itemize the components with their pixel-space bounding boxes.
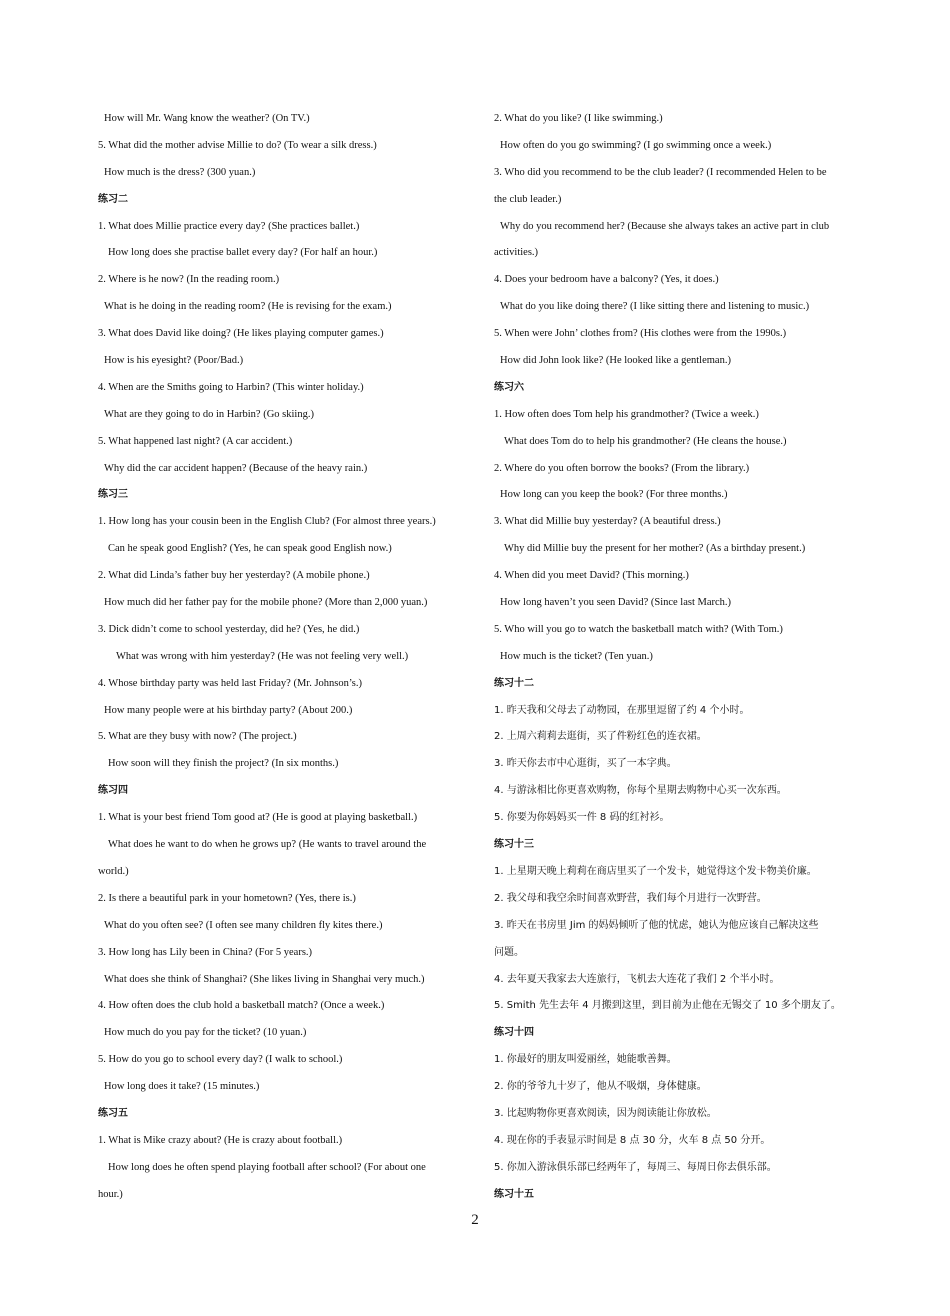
text-line: What does she think of Shanghai? (She likes living in Shanghai very much.) xyxy=(104,973,425,985)
text-line: What are they going to do in Harbin? (Go skiing.) xyxy=(104,408,314,420)
text-line: 4. 现在你的手表显示时间是 8 点 30 分，火车 8 点 50 分开。 xyxy=(494,1134,771,1146)
text-line: How long haven’t you seen David? (Since last March.) xyxy=(500,597,732,609)
text-line: 2. Where is he now? (In the reading room.) xyxy=(98,274,280,286)
text-line: 4. When did you meet David? (This morning.) xyxy=(494,570,689,582)
left-column xyxy=(98,106,460,1209)
text-line: 1. What is Mike crazy about? (He is crazy about football.) xyxy=(98,1134,343,1146)
text-line: What is he doing in the reading room? (He is revising for the exam.) xyxy=(104,301,392,313)
text-line: 3. How long has Lily been in China? (For 5 years.) xyxy=(98,946,313,958)
text-line: the club leader.) xyxy=(494,193,562,205)
text-line: 3. What did Millie buy yesterday? (A beautiful dress.) xyxy=(494,516,721,528)
text-line: 1. 昨天我和父母去了动物园，在那里逗留了约 4 个小时。 xyxy=(494,704,750,716)
text-line: How long does he often spend playing football after school? (For about one xyxy=(108,1161,426,1173)
right-column xyxy=(494,106,856,1209)
text-line: How much is the ticket? (Ten yuan.) xyxy=(500,650,653,662)
text-line: 4. How often does the club hold a basketball match? (Once a week.) xyxy=(98,1000,385,1012)
text-line: How is his eyesight? (Poor/Bad.) xyxy=(104,355,244,367)
text-line: How much is the dress? (300 yuan.) xyxy=(104,166,256,178)
text-line: How long does it take? (15 minutes.) xyxy=(104,1081,260,1093)
section-heading: 练习五 xyxy=(98,1107,128,1119)
text-line: 3. Who did you recommend to be the club leader? (I recommended Helen to be xyxy=(494,166,827,178)
text-line: 5. 你加入游泳俱乐部已经两年了，每周三、每周日你去俱乐部。 xyxy=(494,1161,777,1173)
text-line: What does he want to do when he grows up? (He wants to travel around the xyxy=(108,839,427,851)
text-line: 4. 去年夏天我家去大连旅行，飞机去大连花了我们 2 个半小时。 xyxy=(494,973,780,985)
text-line: How often do you go swimming? (I go swimming once a week.) xyxy=(500,139,772,151)
text-line: How will Mr. Wang know the weather? (On TV.) xyxy=(104,113,310,124)
text-line: 2. Where do you often borrow the books? (From the library.) xyxy=(494,462,750,474)
text-line: 4. Does your bedroom have a balcony? (Yes, it does.) xyxy=(494,274,719,286)
text-line: 3. What does David like doing? (He likes playing computer games.) xyxy=(98,328,384,340)
text-line: 4. When are the Smiths going to Harbin? (This winter holiday.) xyxy=(98,381,364,393)
text-line: 2. 你的爷爷九十岁了，他从不吸烟，身体健康。 xyxy=(494,1081,707,1093)
text-line: 3. 昨天你去市中心逛街，买了一本字典。 xyxy=(494,758,677,770)
section-heading: 练习二 xyxy=(98,193,128,205)
text-line: Why did the car accident happen? (Because of the heavy rain.) xyxy=(104,462,368,474)
section-heading: 练习十三 xyxy=(494,839,534,851)
text-line: 3. 昨天在书房里 Jim 的妈妈倾听了他的忧虑，她认为他应该自己解决这些 xyxy=(494,919,819,931)
text-line: 1. 你最好的朋友叫爱丽丝，她能歌善舞。 xyxy=(494,1054,677,1066)
text-line: 2. What do you like? (I like swimming.) xyxy=(494,113,663,124)
text-line: 问题。 xyxy=(494,946,524,958)
text-line: 1. How long has your cousin been in the English Club? (For almost three years.) xyxy=(98,516,436,528)
text-line: world.) xyxy=(98,865,129,877)
text-line: 5. What happened last night? (A car accident.) xyxy=(98,435,293,447)
text-line: What do you like doing there? (I like sitting there and listening to music.) xyxy=(500,301,810,313)
text-line: 5. Smith 先生去年 4 月搬到这里，到目前为止他在无锡交了 10 多个朋友了。 xyxy=(494,1000,841,1012)
text-line: 3. Dick didn’t come to school yesterday, did he? (Yes, he did.) xyxy=(98,623,360,635)
text-line: How long does she practise ballet every day? (For half an hour.) xyxy=(108,247,378,259)
text-line: What does Tom do to help his grandmother? (He cleans the house.) xyxy=(504,435,787,447)
text-line: 5. 你要为你妈妈买一件 8 码的红衬衫。 xyxy=(494,812,670,824)
section-heading: 练习十五 xyxy=(494,1188,534,1200)
text-line: 1. 上星期天晚上莉莉在商店里买了一个发卡，她觉得这个发卡物美价廉。 xyxy=(494,865,817,877)
text-line: 2. Is there a beautiful park in your hometown? (Yes, there is.) xyxy=(98,892,356,904)
text-line: How long can you keep the book? (For three months.) xyxy=(500,489,728,501)
section-heading: 练习六 xyxy=(494,381,524,393)
text-line: 1. How often does Tom help his grandmother? (Twice a week.) xyxy=(494,408,759,420)
text-line: What was wrong with him yesterday? (He was not feeling very well.) xyxy=(116,650,409,662)
text-line: hour.) xyxy=(98,1188,123,1200)
text-line: How soon will they finish the project? (In six months.) xyxy=(108,758,339,770)
text-line: Why did Millie buy the present for her mother? (As a birthday present.) xyxy=(504,543,806,555)
text-line: Why do you recommend her? (Because she always takes an active part in club xyxy=(500,220,830,232)
text-line: 2. What did Linda’s father buy her yesterday? (A mobile phone.) xyxy=(98,570,370,582)
text-line: What do you often see? (I often see many children fly kites there.) xyxy=(104,919,383,931)
section-heading: 练习十二 xyxy=(494,677,534,689)
text-line: 2. 上周六莉莉去逛街，买了件粉红色的连衣裙。 xyxy=(494,731,707,743)
text-line: 3. 比起购物你更喜欢阅读，因为阅读能让你放松。 xyxy=(494,1107,717,1119)
text-line: How many people were at his birthday party? (About 200.) xyxy=(104,704,353,716)
page-number: 2 xyxy=(471,1212,479,1228)
text-line: How much did her father pay for the mobile phone? (More than 2,000 yuan.) xyxy=(104,597,428,609)
text-line: Can he speak good English? (Yes, he can speak good English now.) xyxy=(108,543,392,555)
text-line: 2. 我父母和我空余时间喜欢野营，我们每个月进行一次野营。 xyxy=(494,892,767,904)
text-line: 1. What is your best friend Tom good at? (He is good at playing basketball.) xyxy=(98,812,418,824)
text-line: 5. What are they busy with now? (The project.) xyxy=(98,731,297,743)
text-line: 4. 与游泳相比你更喜欢购物，你每个星期去购物中心买一次东西。 xyxy=(494,785,787,797)
text-line: 5. How do you go to school every day? (I walk to school.) xyxy=(98,1054,343,1066)
text-line: 4. Whose birthday party was held last Friday? (Mr. Johnson’s.) xyxy=(98,677,363,689)
section-heading: 练习十四 xyxy=(494,1027,534,1039)
text-line: How did John look like? (He looked like a gentleman.) xyxy=(500,355,731,367)
text-line: 5. What did the mother advise Millie to do? (To wear a silk dress.) xyxy=(98,139,377,151)
text-line: activities.) xyxy=(494,247,539,259)
section-heading: 练习四 xyxy=(98,785,128,797)
text-line: 1. What does Millie practice every day? (She practices ballet.) xyxy=(98,220,360,232)
text-line: How much do you pay for the ticket? (10 yuan.) xyxy=(104,1027,307,1039)
text-line: 5. When were John’ clothes from? (His clothes were from the 1990s.) xyxy=(494,328,787,340)
text-line: 5. Who will you go to watch the basketball match with? (With Tom.) xyxy=(494,623,783,635)
section-heading: 练习三 xyxy=(98,489,128,501)
